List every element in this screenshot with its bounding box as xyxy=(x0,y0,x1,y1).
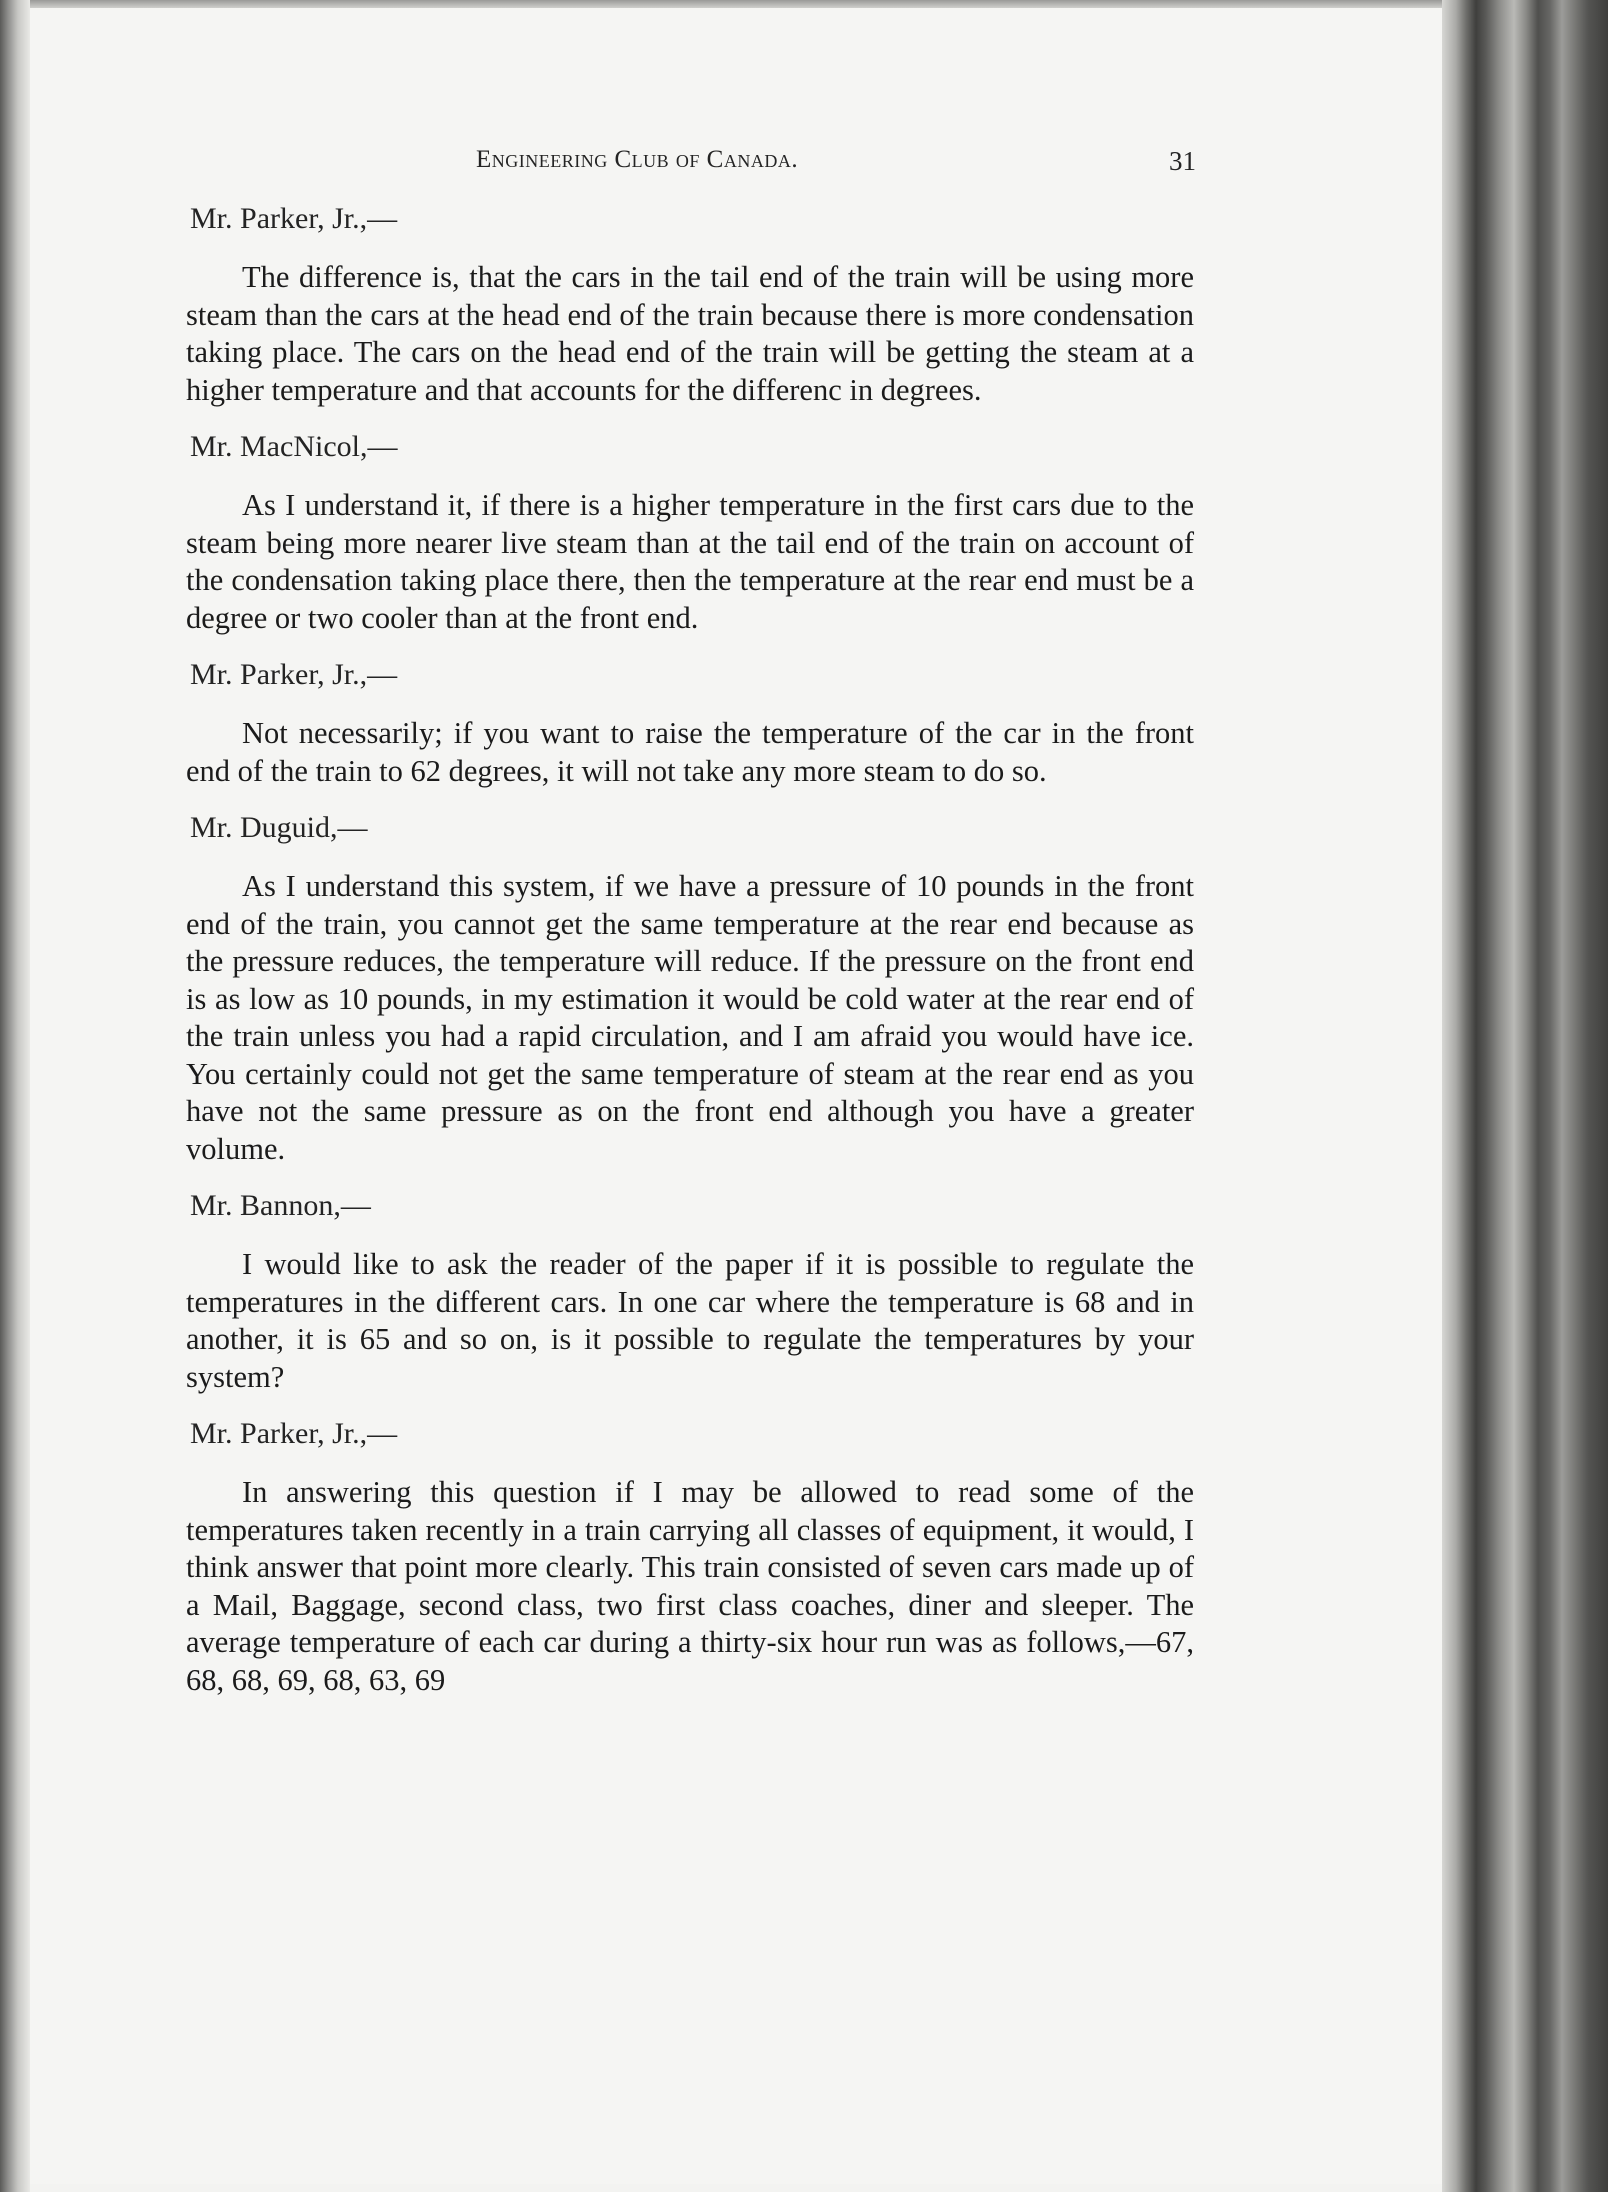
page-number: 31 xyxy=(1169,146,1196,176)
speech-paragraph: As I understand this system, if we have a pressure of 10 pounds in the front end of the train, you cannot get the same temperature at the rear end because as the pressure reduces, the temperature will reduce. If the pressure on the front end is as low as 10 pounds, in my estimation it would be cold water at the rear end of the train unless you had a rapid circulation, and I am afraid you would have ice. You certainly could not get the same temperature of steam at the rear end as you have not the same pressure as on the front end although you have a greater volume. xyxy=(186,869,1194,1166)
speaker-label: Mr. Parker, Jr.,— xyxy=(190,1417,398,1450)
speech-paragraph: I would like to ask the reader of the paper if it is possible to regulate the temperatures in the different cars. In one car where the temperature is 68 and in another, it is 65 and so on, is it possible to regulate the temperatures by your system? xyxy=(186,1247,1194,1394)
running-header xyxy=(186,146,1196,186)
speaker-label: Mr. MacNicol,— xyxy=(190,430,398,463)
speaker-label: Mr. Parker, Jr.,— xyxy=(190,202,398,235)
speaker-label: Mr. Duguid,— xyxy=(190,811,368,844)
speech-paragraph: The difference is, that the cars in the tail end of the train will be using more steam than the cars at the head end of the train because there is more condensation taking place. The cars on the head end of the train will be getting the steam at a higher temperature and that accounts for the differenc in degrees. xyxy=(186,260,1194,407)
running-title: Engineering Club of Canada. xyxy=(476,146,799,173)
speaker-label: Mr. Parker, Jr.,— xyxy=(190,658,398,691)
speech-paragraph: Not necessarily; if you want to raise the temperature of the car in the front end of the train to 62 degrees, it will not take any more steam to do so. xyxy=(186,716,1194,788)
speech-paragraph: As I understand it, if there is a higher temperature in the first cars due to the steam being more nearer live steam than at the tail end of the train on account of the condensation taking place there, then the temperature at the rear end must be a degree or two cooler than at the front end. xyxy=(186,488,1194,635)
book-binding xyxy=(1442,0,1608,2192)
speaker-label: Mr. Bannon,— xyxy=(190,1189,371,1222)
speech-paragraph: In answering this question if I may be allowed to read some of the temperatures taken recently in a train carrying all classes of equipment, it would, I think answer that point more clearly. This train consisted of seven cars made up of a Mail, Baggage, second class, two first class coaches, diner and sleeper. The average temperature of each car during a thirty-six hour run was as follows,—67, 68, 68, 69, 68, 63, 69 xyxy=(186,1475,1194,1697)
page-body xyxy=(186,200,1194,1718)
page-left-edge xyxy=(0,0,30,2192)
